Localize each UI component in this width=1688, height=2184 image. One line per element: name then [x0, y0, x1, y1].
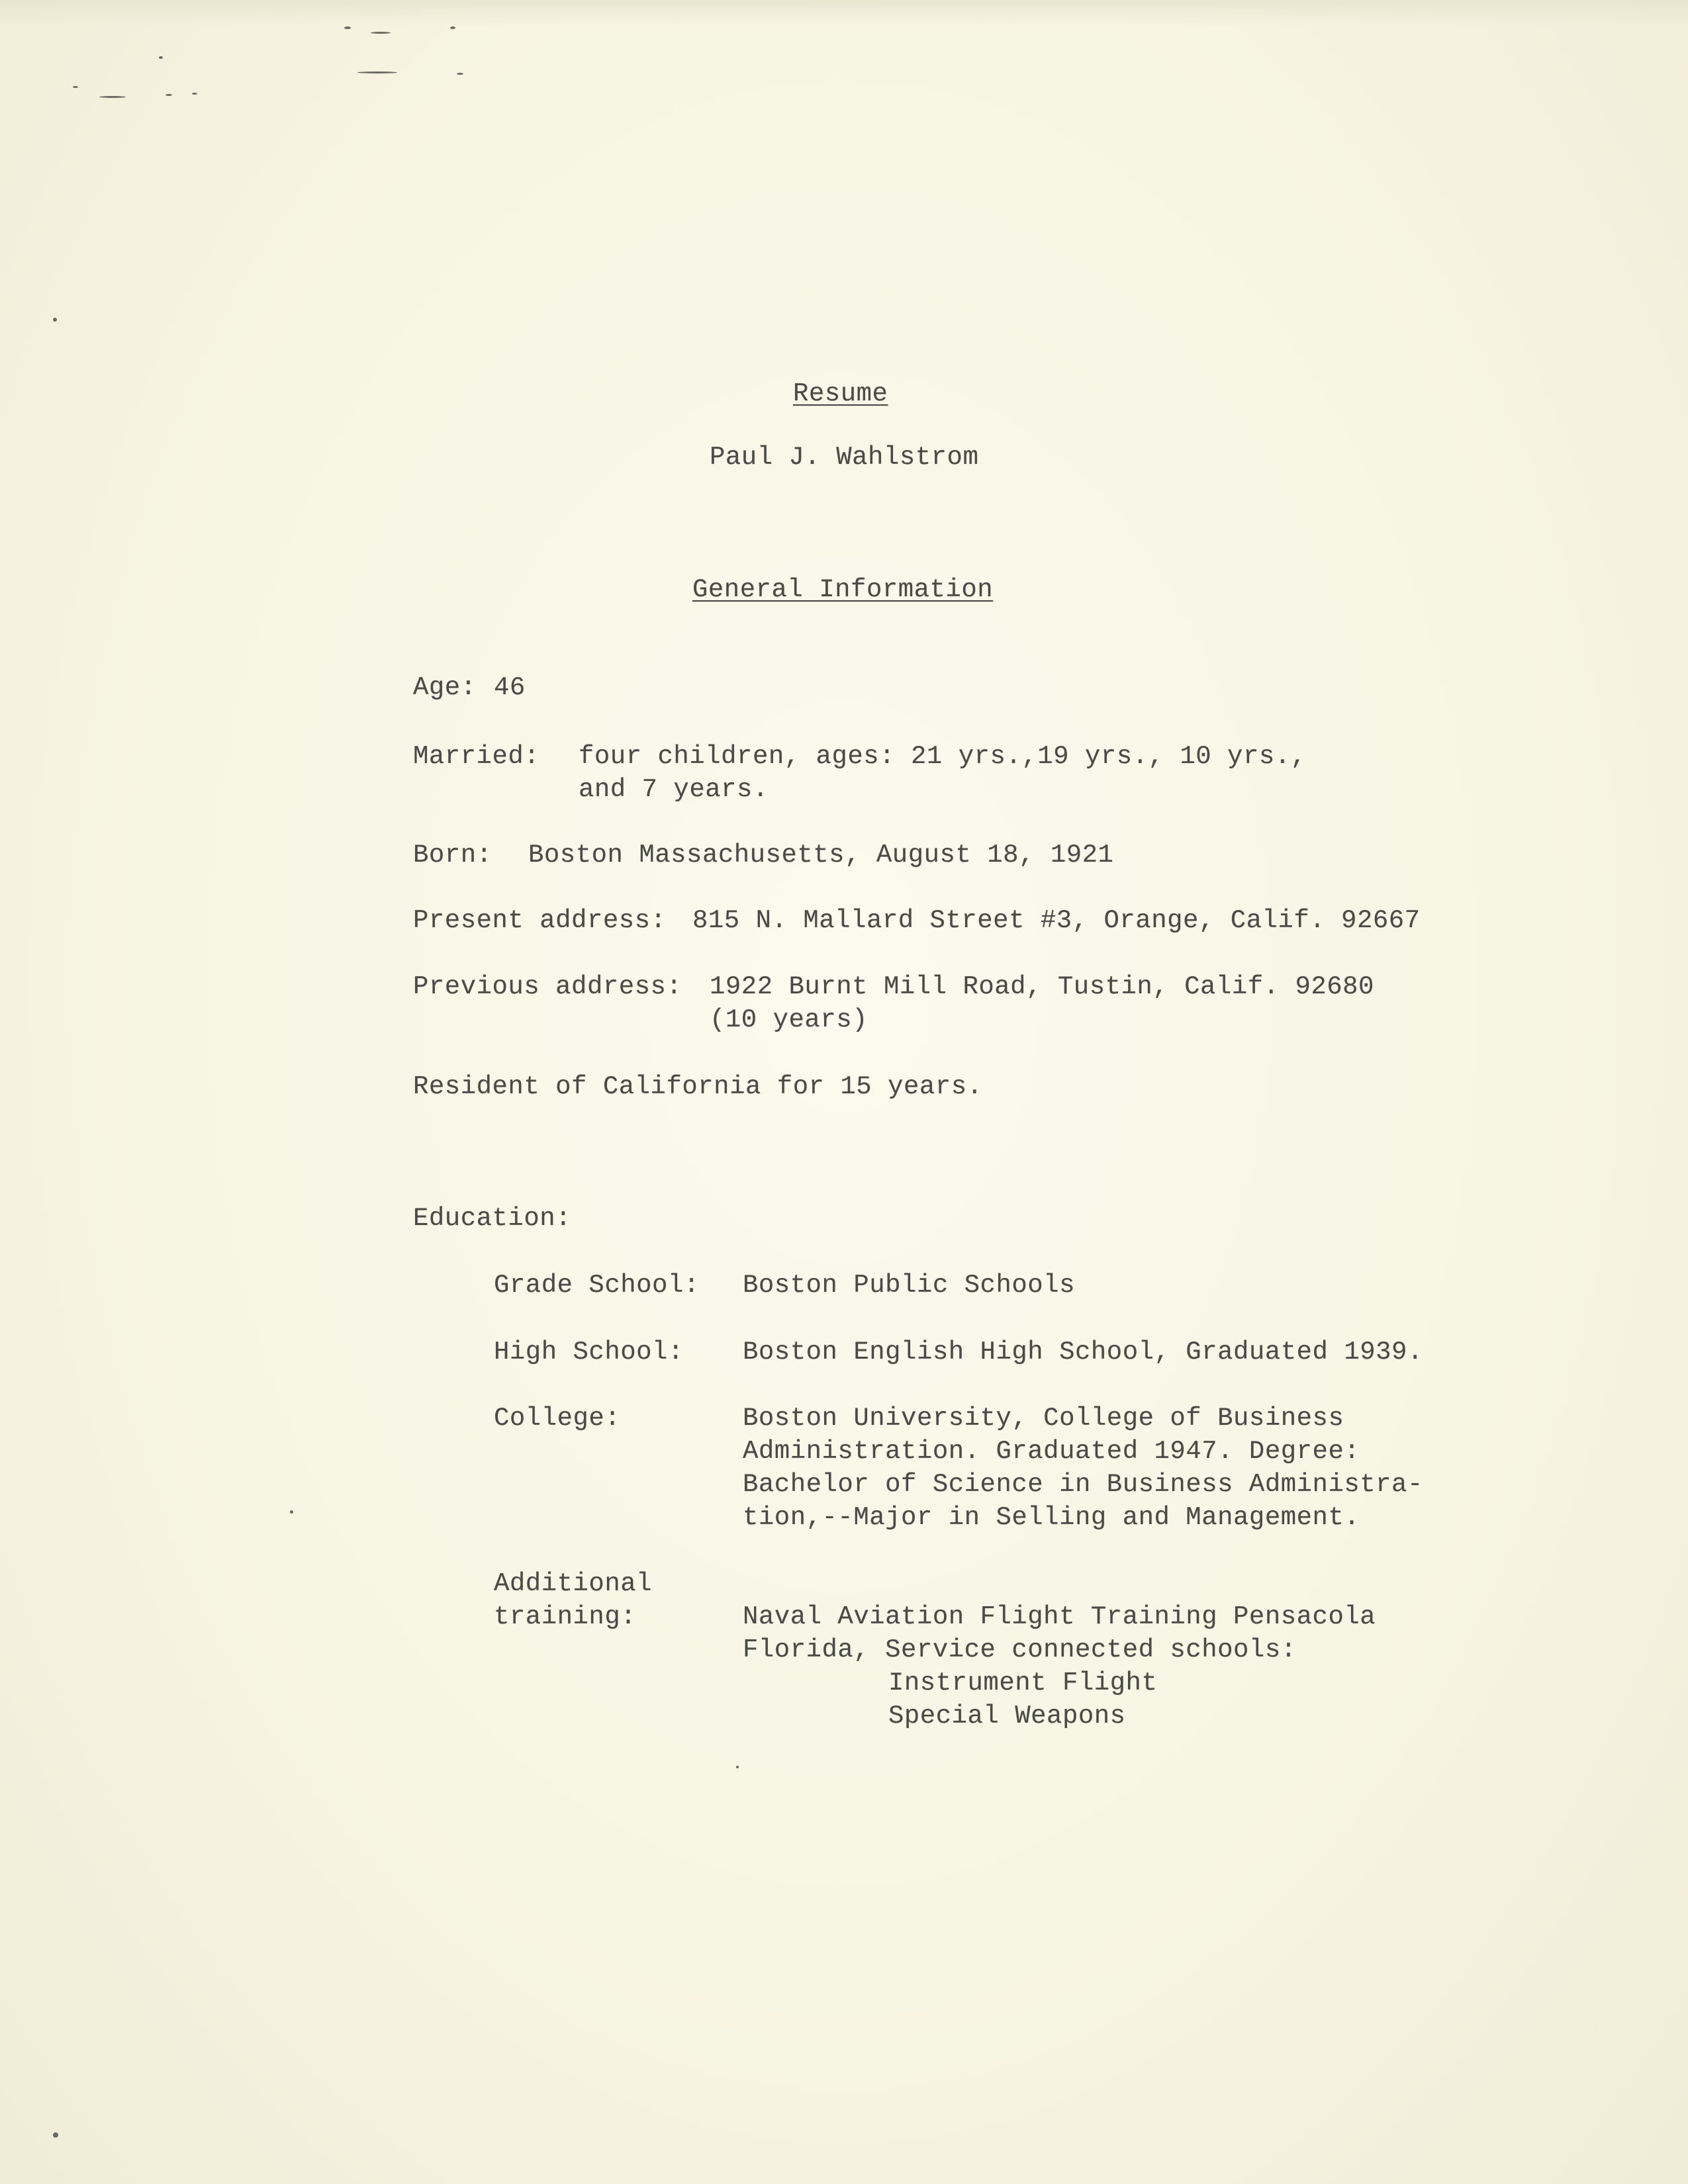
speck	[53, 2132, 58, 2138]
speck	[450, 26, 455, 29]
speck	[457, 73, 463, 75]
speck	[290, 1510, 293, 1514]
speck	[357, 71, 397, 73]
college-line-3: Bachelor of Science in Business Administra-	[743, 1470, 1423, 1499]
speck	[159, 56, 163, 59]
high-school-label: High School:	[494, 1338, 684, 1367]
previous-address-value: 1922 Burnt Mill Road, Tustin, Calif. 92680	[710, 972, 1374, 1001]
speck	[53, 318, 57, 322]
speck	[736, 1766, 739, 1768]
married-line-1: four children, ages: 21 yrs.,19 yrs., 10 yrs.,	[579, 742, 1307, 771]
college-line-1: Boston University, College of Business	[743, 1404, 1344, 1433]
grade-school-value: Boston Public Schools	[743, 1271, 1075, 1300]
college-label: College:	[494, 1404, 621, 1433]
speck	[165, 94, 172, 96]
additional-training-line-1: Naval Aviation Flight Training Pensacola	[743, 1602, 1376, 1631]
speck	[371, 32, 391, 34]
page-top-shadow	[0, 0, 1688, 26]
married-label: Married:	[413, 742, 540, 771]
additional-training-label-1: Additional	[494, 1569, 653, 1598]
married-line-2: and 7 years.	[579, 775, 769, 804]
previous-address-note: (10 years)	[710, 1005, 868, 1034]
additional-training-line-2: Florida, Service connected schools:	[743, 1635, 1297, 1664]
previous-address-label: Previous address:	[413, 972, 682, 1001]
college-line-4: tion,--Major in Selling and Management.	[743, 1503, 1360, 1532]
grade-school-label: Grade School:	[494, 1271, 700, 1300]
present-address-value: 815 N. Mallard Street #3, Orange, Calif. 92667	[692, 906, 1421, 935]
california-residency: Resident of California for 15 years.	[413, 1072, 983, 1101]
document-title: Resume	[793, 379, 888, 408]
person-name: Paul J. Wahlstrom	[710, 443, 979, 472]
education-label: Education:	[413, 1204, 572, 1233]
speck	[99, 96, 126, 98]
age-label: Age:	[413, 673, 477, 702]
additional-training-line-4: Special Weapons	[888, 1702, 1126, 1731]
speck	[73, 86, 78, 88]
speck	[192, 93, 197, 95]
high-school-value: Boston English High School, Graduated 1939.	[743, 1338, 1423, 1367]
present-address-label: Present address:	[413, 906, 667, 935]
born-label: Born:	[413, 841, 492, 870]
section-heading-general-information: General Information	[692, 575, 994, 604]
additional-training-line-3: Instrument Flight	[888, 1668, 1158, 1698]
additional-training-label-2: training:	[494, 1602, 637, 1631]
college-line-2: Administration. Graduated 1947. Degree:	[743, 1437, 1360, 1466]
born-value: Boston Massachusetts, August 18, 1921	[528, 841, 1114, 870]
speck	[344, 26, 351, 29]
age-value: 46	[494, 673, 526, 702]
